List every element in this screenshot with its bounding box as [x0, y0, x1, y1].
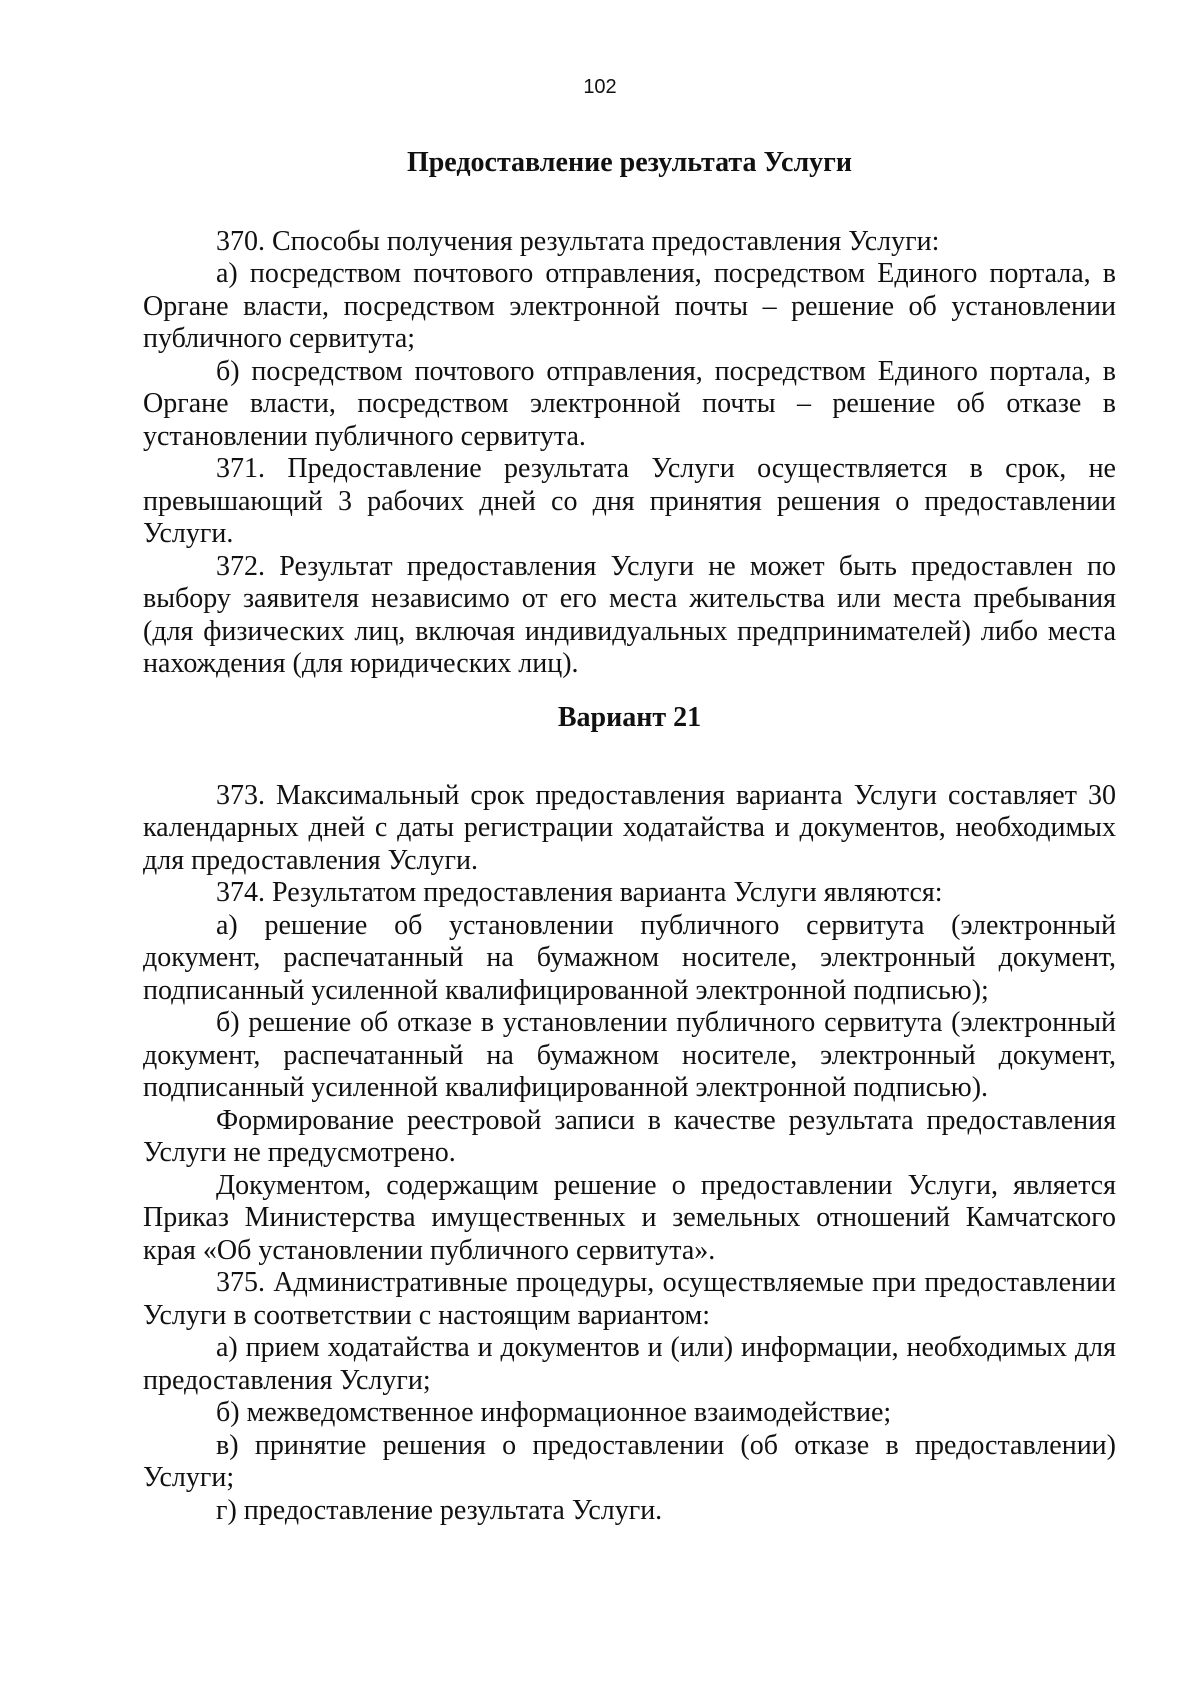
- section-variant-21: [143, 702, 1116, 1527]
- paragraph-373: 373. Максимальный срок предоставления варианта Услуги составляет 30 календарных дней с даты регистрации ходатайства и документов, необходимых для предоставления Услуги.: [143, 779, 1116, 876]
- page-number: 102: [583, 76, 617, 98]
- section-heading: Вариант 21: [557, 702, 702, 733]
- section-result-delivery: [143, 147, 1116, 681]
- paragraph-375-a: а) прием ходатайства и документов и (или) информации, необходимых для предоставления Услуги;: [143, 1332, 1116, 1396]
- paragraph-registry-record: Формирование реестровой записи в качестве результата предоставления Услуги не предусмотрено.: [143, 1104, 1116, 1168]
- paragraph-375-b: б) межведомственное информационное взаимодействие;: [216, 1397, 892, 1428]
- paragraph-371: 371. Предоставление результата Услуги осуществляется в срок, не превышающий 3 рабочих дней со дня принятия решения о предоставлении Услуги.: [143, 453, 1116, 549]
- paragraph-375-g: г) предоставление результата Услуги.: [216, 1494, 663, 1526]
- paragraph-375-v: в) принятие решения о предоставлении (об отказе в предоставлении) Услуги;: [143, 1429, 1116, 1493]
- paragraph-374-b: б) решение об отказе в установлении публичного сервитута (электронный документ, распечатанный на бумажном носителе, электронный документ, подписанный усиленной квалифицированной электронной подписью).: [143, 1007, 1116, 1103]
- paragraph-374: 374. Результатом предоставления варианта Услуги являются:: [216, 877, 943, 908]
- paragraph-370: 370. Способы получения результата предоставления Услуги:: [216, 225, 940, 257]
- paragraph-370-a: а) посредством почтового отправления, посредством Единого портала, в Органе власти, посредством электронной почты – решение об установлении публичного сервитута;: [143, 258, 1116, 354]
- paragraph-372: 372. Результат предоставления Услуги не может быть предоставлен по выбору заявителя независимо от его места жительства или места пребывания (для физических лиц, включая индивидуальных предпринимателей) либо места нахождения (для юридических лиц).: [143, 550, 1116, 679]
- paragraph-374-a: а) решение об установлении публичного сервитута (электронный документ, распечатанный на бумажном носителе, электронный документ, подписанный усиленной квалифицированной электронной подписью);: [143, 909, 1116, 1006]
- paragraph-375: 375. Административные процедуры, осуществляемые при предоставлении Услуги в соответствии с настоящим вариантом:: [143, 1267, 1116, 1331]
- paragraph-370-b: б) посредством почтового отправления, посредством Единого портала, в Органе власти, посредством электронной почты – решение об отказе в установлении публичного сервитута.: [143, 355, 1116, 452]
- section-heading: Предоставление результата Услуги: [406, 147, 853, 178]
- paragraph-decision-document: Документом, содержащим решение о предоставлении Услуги, является Приказ Министерства имущественных и земельных отношений Камчатского края «Об установлении публичного сервитута».: [143, 1169, 1116, 1266]
